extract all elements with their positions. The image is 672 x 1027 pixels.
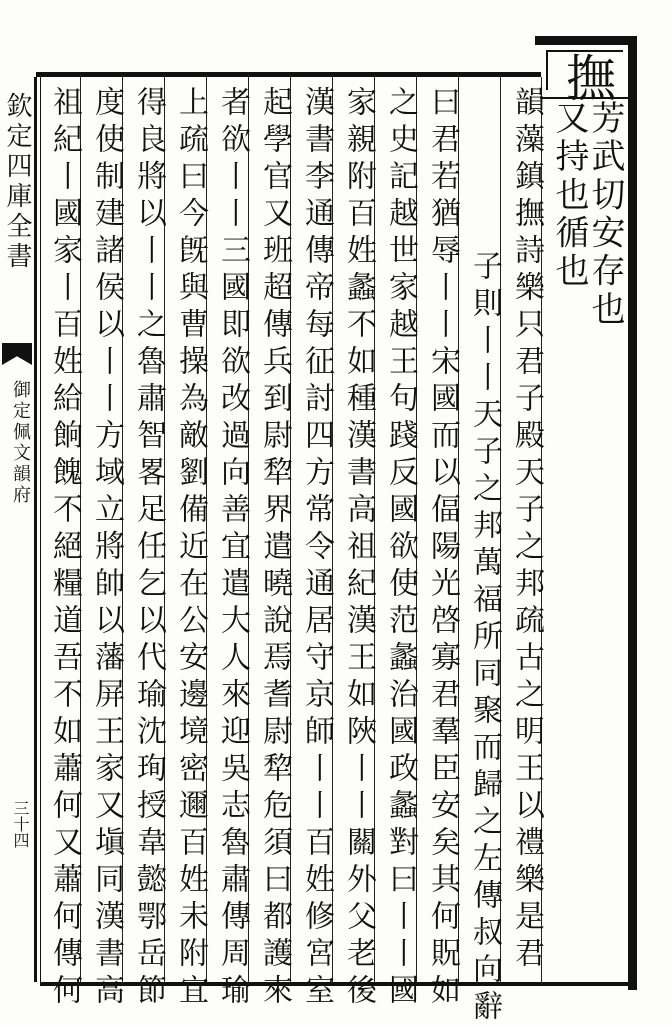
text-column-1: 芳武切安存也 bbox=[585, 100, 625, 330]
text-column-8: 漢書李通傳帝每征討四方常令通居守京師丨丨百姓修宮室 bbox=[299, 86, 334, 1011]
text-column-12: 得良將以丨丨之魯肅智畧足任乞以代瑜沈珣授韋懿鄂岳節 bbox=[131, 86, 166, 1011]
text-column-2: 又持也循也 bbox=[549, 100, 589, 291]
text-column-11: 上疏曰今旣與曹操為敵劉備近在公安邊境密邇百姓未附宜 bbox=[173, 86, 208, 1011]
headword: 撫 bbox=[558, 52, 616, 107]
text-column-7: 家親附百姓蠡不如種漢書高祖紀漢王如陜丨丨關外父老後 bbox=[341, 86, 376, 1011]
text-column-3: 韻藻鎮撫詩樂只君子殿天子之邦疏古之明王以禮樂是君 bbox=[509, 86, 544, 974]
text-column-14: 祖紀丨國家丨百姓給餉餽不絕糧道吾不如蕭何又蕭何傳何 bbox=[47, 86, 82, 1011]
gutter-rule-thin bbox=[40, 77, 41, 982]
text-column-13: 度使制建諸侯以丨丨方域立將帥以藩屏王家又塡同漢書高 bbox=[89, 86, 124, 1011]
text-column-5: 曰君若猶辱丨丨宋國而以偪陽光啓寡君羣臣安矣其何貺如 bbox=[425, 86, 460, 1011]
frame-top-rule bbox=[535, 36, 637, 45]
text-column-6: 之史記越世家越王句踐反國欲使范蠡治國政蠡對曰丨丨國 bbox=[383, 86, 418, 1011]
frame-top-left-rule bbox=[36, 72, 541, 77]
text-column-4: 子則丨丨天子之邦萬福所同聚而歸之左傳叔向辭 bbox=[467, 250, 502, 1027]
text-column-9: 起學官又班超傳兵到尉犂界遣曉說焉耆尉犂危須曰都護來 bbox=[257, 86, 292, 1011]
gutter-rule bbox=[34, 77, 37, 982]
text-column-10: 者欲丨丨三國即欲改過向善宜遣大人來迎吳志魯肅傳周瑜 bbox=[215, 86, 250, 1011]
frame-right-rule bbox=[628, 36, 637, 990]
gutter-book-name: 御定佩文韻府 bbox=[10, 380, 31, 506]
headword-box-left bbox=[546, 50, 548, 90]
gutter-page-number: 三十四 bbox=[11, 800, 30, 848]
gutter-title: 欽定四庫全書 bbox=[2, 92, 32, 272]
